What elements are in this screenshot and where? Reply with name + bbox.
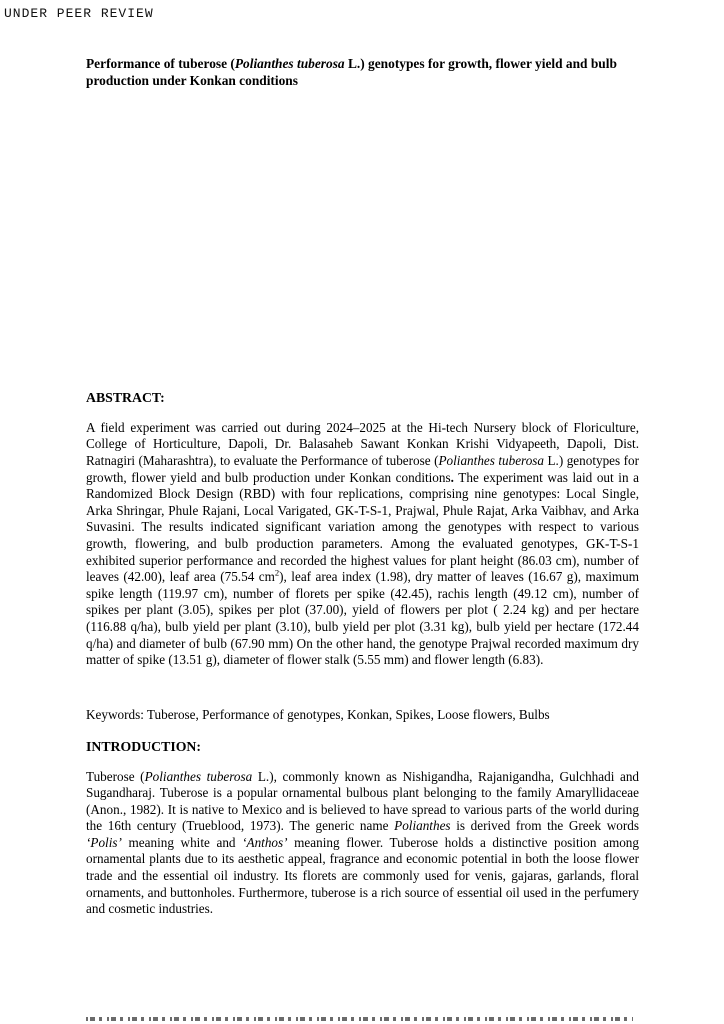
paper-title: Performance of tuberose (Polianthes tuberosa L.) genotypes for growth, flower yield and bulb production under Konkan conditions [86,56,617,88]
clipped-text-line [86,1017,633,1021]
abstract-heading: ABSTRACT: [86,390,165,405]
abstract-paragraph: A field experiment was carried out during 2024–2025 at the Hi-tech Nursery block of Floriculture, College of Horticulture, Dapoli, Dr. Balasaheb Sawant Konkan Krishi Vidyapeeth, Dapoli, Dist. Ratnagiri (Maharashtra), to evaluate the Performance of tuberose (Polianthes tuberosa L.) genotypes for growth, flower yield and bulb production under Konkan conditions. The experiment was laid out in a Randomized Block Design (RBD) with four replications, comprising nine genotypes: Local Single, Arka Shringar, Phule Rajani, Local Varigated, GK-T-S-1, Prajwal, Phule Rajat, Arka Vaibhav, and Arka Suvasini. The results indicated significant variation among the genotypes with respect to various growth, flowering, and bulb production parameters. Among the evaluated genotypes, GK-T-S-1 exhibited superior performance and recorded the highest values for plant height (86.03 cm), number of leaves (42.00), leaf area (75.54 $cm^2$), leaf area index (1.98), dry matter of leaves (16.67 g), maximum spike length (119.97 cm), number of florets per spike (42.45), rachis length (49.12 cm), number of spikes per plant (3.05), spikes per plot (37.00), yield of flowers per plot ( 2.24 kg) and per hectare (116.88 q/ha), bulb yield per plant (3.10), bulb yield per plot (3.31 kg), bulb yield per hectare (172.44 q/ha) and diameter of bulb (67.90 mm) On the other hand, the genotype Prajwal recorded maximum dry matter of spike (13.51 g), diameter of flower stalk (5.55 mm) and flower length (6.83). [86,419,640,668]
keywords-line: Keywords: Tuberose, Performance of genotypes, Konkan, Spikes, Loose flowers, Bulbs [86,706,550,722]
introduction-heading: INTRODUCTION: [86,738,201,754]
page-content [86,0,639,931]
introduction-paragraph: Tuberose (Polianthes tuberosa L.), commonly known as Nishigandha, Rajanigandha, Gulchhadi and Sugandharaj. Tuberose is a popular ornamental bulbous plant belonging to the family Amaryllidaceae (Anon., 1982). It is native to Mexico and is believed to have spread to various parts of the world during the 16th century (Trueblood, 1973). The generic name Polianthes is derived from the Greek words ‘Polis’ meaning white and ‘Anthos’ meaning flower. Tuberose holds a distinctive position among ornamental plants due to its aesthetic appeal, fragrance and economic potential in both the loose flower trade and the essential oil industry. Its florets are commonly used for venis, gajaras, garlands, floral ornaments, and buttonholes. Furthermore, tuberose is a rich source of essential oil used in the perfumery and cosmetic industries. [86,768,640,917]
peer-review-watermark: UNDER PEER REVIEW [4,6,154,21]
